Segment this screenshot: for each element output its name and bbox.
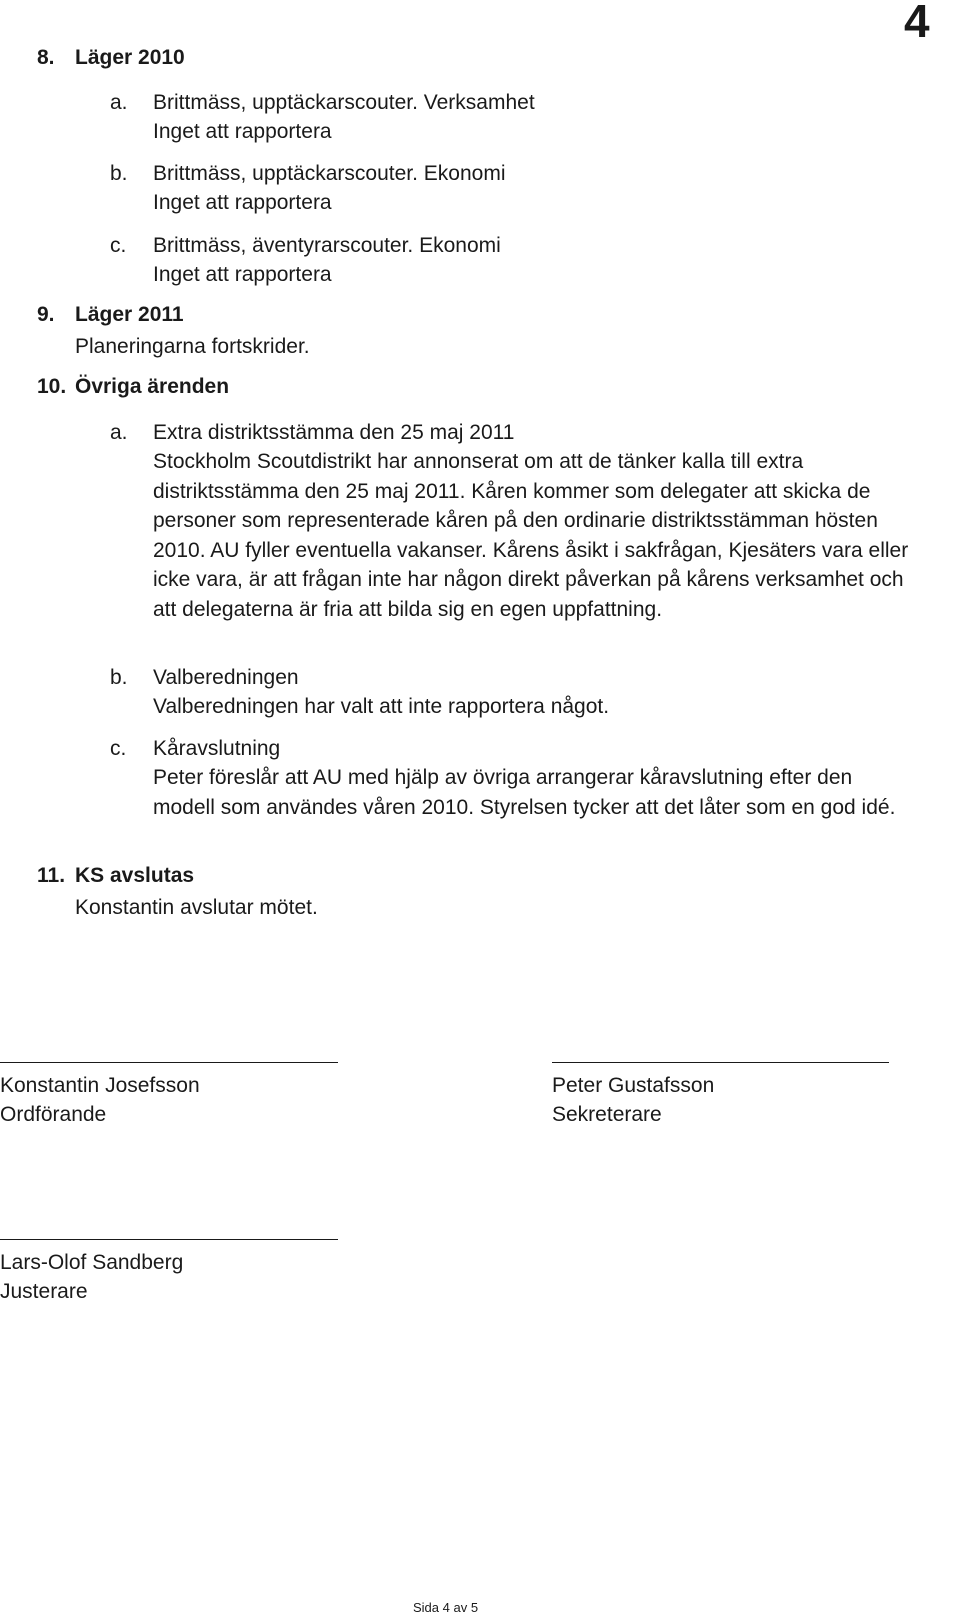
- section-11-body: Konstantin avslutar mötet.: [75, 896, 318, 919]
- section-10c-title: c. Kåravslutning: [110, 737, 281, 760]
- section-8b-body: Inget att rapportera: [153, 191, 332, 214]
- signature-name: Peter Gustafsson: [552, 1074, 715, 1097]
- signature-line: [552, 1062, 889, 1063]
- section-8c-title: c. Brittmäss, äventyrarscouter. Ekonomi: [110, 234, 501, 257]
- signature-name: Konstantin Josefsson: [0, 1074, 200, 1097]
- signature-role: Ordförande: [0, 1103, 107, 1126]
- signature-line: [0, 1239, 338, 1240]
- section-10-heading: 10. Övriga ärenden: [37, 375, 230, 398]
- section-10a-title: a. Extra distriktsstämma den 25 maj 2011: [110, 421, 515, 444]
- section-10a-body: Stockholm Scoutdistrikt har annonserat om att de tänker kalla till extra distriktsstämma den 25 maj 2011. Kåren kommer som delegater att skicka de personer som representerade kåren på den ordinarie distriktsstämman hösten 2010. AU fyller eventuella vakanser. Kårens åsikt i sakfrågan, Kjesäters vara eller icke vara, är att frågan inte har någon direkt påverkan på kårens verksamhet och att delegaterna är fria att bilda sig en egen uppfattning.: [153, 450, 909, 621]
- signature-line: [0, 1062, 338, 1063]
- section-9-heading: 9. Läger 2011: [37, 303, 184, 326]
- section-8b-title: b. Brittmäss, upptäckarscouter. Ekonomi: [110, 162, 506, 185]
- section-10b-title: b. Valberedningen: [110, 666, 299, 689]
- section-number: 8.: [37, 46, 55, 69]
- signature-role: Justerare: [0, 1280, 88, 1303]
- page-footer: Sida 4 av 5: [413, 1600, 479, 1615]
- section-10c-body: Peter föreslår att AU med hjälp av övriga arrangerar kåravslutning efter den modell som användes våren 2010. Styrelsen tycker att det låter som en god idé.: [153, 766, 896, 819]
- section-8a-body: Inget att rapportera: [153, 120, 332, 143]
- page-number: 4: [904, 0, 930, 47]
- signature-name: Lars-Olof Sandberg: [0, 1251, 184, 1274]
- section-11-heading: 11. KS avslutas: [37, 864, 195, 887]
- section-8c-body: Inget att rapportera: [153, 263, 332, 286]
- section-title: Läger 2010: [75, 46, 185, 69]
- section-9-body: Planeringarna fortskrider.: [75, 335, 310, 358]
- section-8-heading: [37, 46, 185, 70]
- section-10b-body: Valberedningen har valt att inte rapportera något.: [153, 695, 610, 718]
- section-8a-title: a. Brittmäss, upptäckarscouter. Verksamhet: [110, 91, 535, 114]
- signature-role: Sekreterare: [552, 1103, 662, 1126]
